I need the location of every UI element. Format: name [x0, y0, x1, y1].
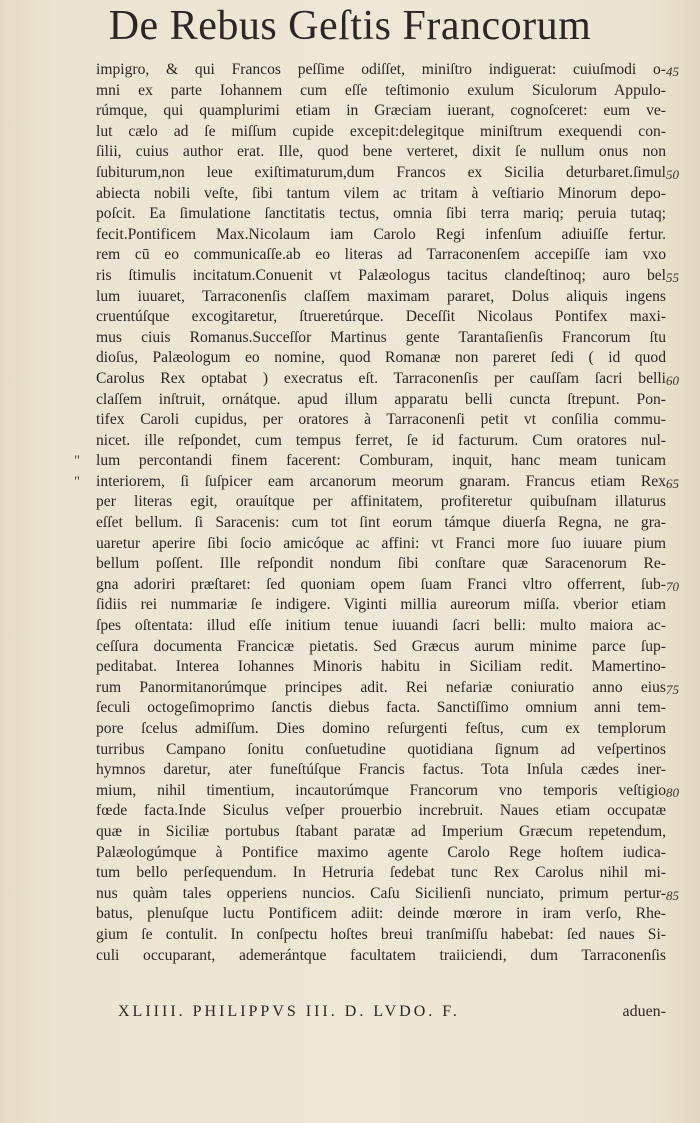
line-number: 70	[666, 579, 679, 594]
quote-mark: "	[74, 474, 81, 490]
text-line: lum percontandi finem facerent: Comburam, inquit, hanc meam tunicam	[96, 452, 666, 470]
text-line: ſpes oſtentata: illud eſſe initium tenue iuuandi ſacri belli: multo maiora ac-	[96, 617, 666, 635]
text-line: rem cū eo communicaſſe.ab eo literas ad Tarraconenſem accepiſſe iam vxo	[96, 246, 666, 264]
text-line: mium, nihil timentium, incautorúmque Francorum vno temporis veſtigio	[96, 781, 666, 799]
text-line: claſſem inſtruit, ornátque. apud illum apparatu belli cuncta ſtrepunt. Pon-	[96, 390, 666, 408]
text-line: ſubiturum,non leue exiſtimaturum,dum Francos ex Sicilia deturbaret.ſimul	[96, 163, 666, 181]
text-line: abiecta nobili veſte, ſibi tantum vilem ac tritam à veſtiario Minorum depo-	[96, 184, 666, 202]
text-line: lum iuuaret, Tarraconenſis claſſem maximam pararet, Dolus aliquis ingens	[96, 287, 666, 305]
text-line: fecit.Pontificem Max.Nicolaum iam Carolo Regi infenſum adiuiſſe fertur.	[96, 225, 666, 243]
text-line: batus, plenuſque luctu Pontificem adiit: deinde mœrore in iram verſo, Rhe-	[96, 905, 666, 923]
text-line: turribus Campano ſonitu conſuetudine quotidiana ſignum ad veſpertinos	[96, 740, 666, 758]
line-number: 55	[666, 270, 679, 285]
line-number: 60	[666, 373, 679, 388]
text-line: hymnos daretur, ater funeſtúſque Francis factus. Tota Inſula cædes iner-	[96, 761, 666, 779]
line-number: 45	[666, 64, 679, 79]
text-line: per literas egit, orauítque per affinitatem, profiteretur quibuſnam illaturus	[96, 493, 666, 511]
text-line: culi occuparant, ademerántque facultatem traiiciendi, dum Tarraconenſis	[96, 946, 666, 964]
text-line: gna adoriri præſtaret: ſed quoniam opem ſuam Franci vltro offerrent, ſub-	[96, 575, 666, 593]
text-line: tifex Caroli cupidus, per oratores à Tarraconenſi petit vt conſilia commu-	[96, 411, 666, 429]
quote-mark: "	[74, 453, 81, 470]
text-line: ris ſtimulis incitatum.Conuenit vt Palæologus tacitus clandeſtinoq; auro bel	[96, 266, 666, 284]
text-line: nicet. ille reſpondet, cum tempus ferret, ſe id facturum. Cum oratores nul-	[96, 431, 666, 449]
text-line: ſidiis rei nummariæ ſe indigere. Viginti millia aureorum miſſa. vberior etiam	[96, 596, 666, 614]
line-number: 75	[666, 682, 679, 697]
text-line: ceſſura documenta Francicæ pietatis. Sed Græcus aurum minime parce ſup-	[96, 637, 666, 655]
text-line: eſſet bellum. ſi Saracenis: cum tot ſint eorum támque diuerſa Regna, ne gra-	[96, 514, 666, 532]
text-line: tum bello perſequendum. In Hetruria ſedebat tunc Rex Carolus nihil mi-	[96, 864, 666, 882]
text-line: ſilii, cuius author erat. Ille, quod bene verteret, dixit ſe nullum onus non	[96, 143, 666, 161]
text-line: pore ſcelus admiſſum. Dies domino reſurgenti feſtus, cum ex templorum	[96, 720, 666, 737]
text-line: rúmque, qui quamplurimi etiam in Græciam iuerant, cognoſceret: eum ve-	[96, 102, 666, 120]
text-line: ſeculi octogeſimoprimo ſanctis diebus facta. Sanctiſſimo omnium anni tem-	[96, 699, 666, 717]
text-line: fœde facta.Inde Siculus veſper prouerbio increbruit. Naues etiam occupatæ	[96, 802, 666, 820]
body-text	[96, 60, 666, 966]
text-line: dioſus, Palæologum eo nomine, quod Romanæ non pareret ſedi ( id quod	[96, 349, 666, 367]
text-line: quæ in Siciliæ portubus ſtabant paratæ ad Imperium Græcum repetendum,	[96, 822, 666, 840]
text-line: mus ciuis Romanus.Succeſſor Martinus gente Tarantaſienſis Francorum ſtu	[96, 328, 666, 346]
text-line: mni ex parte Iohannem cum eſſe teſtimonio exulum Siculorum Appulo-	[96, 81, 666, 99]
text-line: Palæologúmque à Pontifice maximo agente Carolo Rege hoſtem iudica-	[96, 843, 666, 861]
text-line: cruentúſque excogitaretur, ſtrueretúrque. Deceſſit Nicolaus Pontifex maxi-	[96, 308, 666, 326]
text-line: peditabat. Interea Iohannes Minoris habitu in Siciliam redit. Mamertino-	[96, 658, 666, 676]
text-line: interiorem, ſi ſuſpicer eam arcanorum meorum gnaram. Francus etiam Rex	[96, 472, 666, 490]
text-line: Carolus Rex optabat ) execratus eſt. Tarraconenſis per cauſſam ſacri belli	[96, 369, 666, 387]
text-line: impigro, & qui Francos peſſime odiſſet, miniſtro indiguerat: cuiuſmodi o-	[96, 61, 666, 78]
line-number: 65	[666, 476, 679, 491]
line-number: 85	[666, 888, 679, 903]
text-line: lut cælo ad ſe miſſum cupide excepit:delegitque miniſtrum exequendi con-	[96, 122, 666, 140]
text-line: poſcit. Ea ſimulatione ſanctitatis tectus, omnia ſibi terra mariq; peruia tutaq;	[96, 205, 666, 223]
page-header-title: De Rebus Geſtis Francorum	[108, 3, 592, 49]
page-footer	[96, 1001, 666, 1023]
line-number: 80	[666, 785, 679, 800]
text-line: nus quàm tales opperiens nuncios. Caſu Sicilienſi nunciato, primum pertur-	[96, 884, 666, 902]
text-line: bellum poſſent. Ille reſpondit nondum ſibi conſtare quæ Saracenorum Re-	[96, 555, 666, 573]
catchword: aduen-	[622, 1003, 666, 1020]
running-title: XLIIII. PHILIPPVS III. D. LVDO. F.	[118, 1003, 460, 1020]
text-line: uaretur aperire ſibi ſocio amicóque ac affini: vt Franci more ſuo iuuare pium	[96, 534, 666, 552]
line-number: 50	[666, 167, 679, 182]
text-line: gium ſe contulit. In conſpectu hoſtes breui tranſmiſſu habebat: ſed naues Si-	[96, 925, 666, 943]
text-line: rum Panormitanorúmque principes adit. Rei nefariæ coniuratio anno eius	[96, 678, 666, 696]
